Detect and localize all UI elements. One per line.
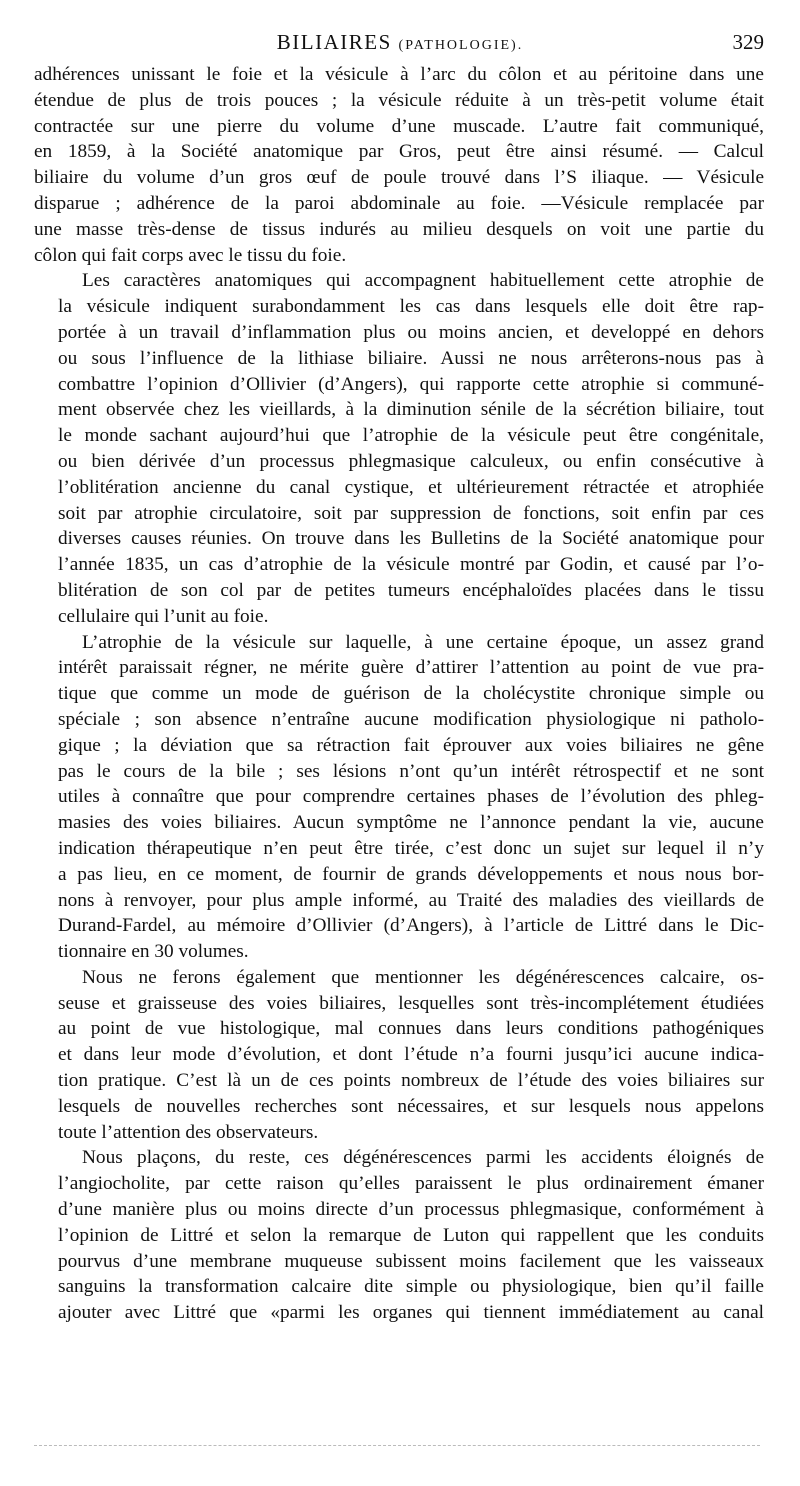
text-line: soit par atrophie circulatoire, soit par suppression de fonctions, soit enfin par ces: [58, 502, 764, 524]
text-line: l’opinion de Littré et selon la remarque de Luton qui rappellent que les conduits: [58, 1224, 764, 1246]
text-line: une masse très-dense de tissus indurés au milieu desquels on voit une partie du: [34, 218, 764, 240]
text-line: adhérences unissant le foie et la vésicule à l’arc du côlon et au péritoine dans une: [34, 64, 764, 85]
text-line: d’une manière plus ou moins directe d’un processus phlegmasique, conformément à: [58, 1199, 764, 1221]
text-line: pourvus d’une membrane muqueuse subissent moins facilement que les vaisseaux: [58, 1250, 764, 1272]
bottom-rule: [34, 1445, 760, 1446]
text-line: l’angiocholite, par cette raison qu’elles paraissent le plus ordinairement émaner: [58, 1173, 764, 1195]
text-line: tique que comme un mode de guérison de la cholécystite chronique simple ou: [58, 683, 764, 705]
text-line: a pas lieu, en ce moment, de fournir de grands développements et nous nous bor-: [58, 863, 764, 885]
paragraph: [34, 965, 764, 1146]
text-line: masies des voies biliaires. Aucun symptôme ne l’annonce pendant la vie, aucune: [58, 812, 764, 834]
section-title: BILIAIRES: [276, 30, 392, 54]
text-line: côlon qui fait corps avec le tissu du foie.: [34, 244, 347, 266]
text-line: le monde sachant aujourd’hui que l’atrophie de la vésicule peut être congénitale,: [58, 425, 764, 447]
text-line: seuse et graisseuse des voies biliaires, lesquelles sont très-incomplétement étudiées: [58, 992, 764, 1014]
text-line: la vésicule indiquent surabondamment les cas dans lesquels elle doit être rap-: [58, 296, 764, 318]
text-line: lesquels de nouvelles recherches sont nécessaires, et sur lesquels nous appelons: [58, 1095, 764, 1117]
text-line: biliaire du volume d’un gros œuf de poule trouvé dans l’S iliaque. — Vésicule: [34, 167, 764, 189]
text-line: Les caractères anatomiques qui accompagnent habituellement cette atrophie de: [82, 270, 764, 292]
section-subtitle: (PATHOLOGIE).: [398, 38, 524, 53]
running-head: [36, 30, 764, 60]
text-line: ou bien dérivée d’un processus phlegmasique calculeux, ou enfin consécutive à: [58, 450, 764, 472]
running-head-title: [36, 30, 764, 55]
text-line: indication thérapeutique n’en peut être tirée, c’est donc un sujet sur lequel il n’y: [58, 837, 764, 859]
paragraph: [34, 630, 764, 965]
text-line: cellulaire qui l’unit au foie.: [58, 605, 269, 627]
text-line: disparue ; adhérence de la paroi abdominale au foie. —Vésicule remplacée par: [34, 192, 764, 214]
text-line: toute l’attention des observateurs.: [58, 1121, 319, 1143]
text-line: nons à renvoyer, pour plus ample informé, au Traité des maladies des vieillards de: [58, 889, 764, 911]
body-text: [34, 62, 764, 1326]
text-line: Nous ne ferons également que mentionner les dégénérescences calcaire, os-: [82, 966, 764, 988]
text-line: l’oblitération ancienne du canal cystique, et ultérieurement rétractée et atrophiée: [58, 476, 764, 498]
text-line: combattre l’opinion d’Ollivier (d’Angers), qui rapporte cette atrophie si communé-: [58, 373, 764, 395]
text-line: intérêt paraissait régner, ne mérite guère d’attirer l’attention au point de vue pra-: [58, 657, 764, 679]
text-line: spéciale ; son absence n’entraîne aucune modification physiologique ni patholo-: [58, 708, 764, 730]
text-line: portée à un travail d’inflammation plus ou moins ancien, et developpé en dehors: [58, 321, 764, 343]
text-line: et dans leur mode d’évolution, et dont l’étude n’a fourni jusqu’ici aucune indica-: [58, 1044, 764, 1066]
text-line: ment observée chez les vieillards, à la diminution sénile de la sécrétion biliaire, tout: [58, 399, 764, 421]
text-line: ajouter avec Littré que «parmi les organes qui tiennent immédiatement au canal: [58, 1302, 764, 1324]
paragraph: [34, 1145, 764, 1326]
text-line: L’atrophie de la vésicule sur laquelle, à une certaine époque, un assez grand: [82, 631, 764, 653]
text-line: Nous plaçons, du reste, ces dégénérescences parmi les accidents éloignés de: [82, 1147, 764, 1169]
text-line: tionnaire en 30 volumes.: [58, 941, 249, 963]
paragraph: [34, 268, 764, 629]
page-number: 329: [732, 30, 764, 54]
text-line: tion pratique. C’est là un de ces points nombreux de l’étude des voies biliaires sur: [58, 1070, 764, 1092]
paragraph: [34, 62, 764, 268]
text-line: gique ; la déviation que sa rétraction fait éprouver aux voies biliaires ne gêne: [58, 734, 764, 756]
text-line: contractée sur une pierre du volume d’une muscade. L’autre fait communiqué,: [34, 115, 764, 137]
text-line: utiles à connaître que pour comprendre certaines phases de l’évolution des phleg-: [58, 786, 764, 808]
text-line: en 1859, à la Société anatomique par Gros, peut être ainsi résumé. — Calcul: [34, 141, 764, 163]
text-line: Durand-Fardel, au mémoire d’Ollivier (d’Angers), à l’article de Littré dans le Dic-: [58, 915, 764, 937]
text-line: diverses causes réunies. On trouve dans les Bulletins de la Société anatomique pour: [58, 528, 764, 550]
text-line: l’année 1835, un cas d’atrophie de la vésicule montré par Godin, et causé par l’o-: [58, 554, 764, 576]
text-line: ou sous l’influence de la lithiase biliaire. Aussi ne nous arrêterons-nous pas à: [58, 347, 764, 369]
text-line: blitération de son col par de petites tumeurs encéphaloïdes placées dans le tissu: [58, 579, 764, 601]
text-line: au point de vue histologique, mal connues dans leurs conditions pathogéniques: [58, 1018, 764, 1040]
text-line: sanguins la transformation calcaire dite simple ou physiologique, bien qu’il faille: [58, 1276, 764, 1298]
text-line: pas le cours de la bile ; ses lésions n’ont qu’un intérêt rétrospectif et ne sont: [58, 760, 764, 782]
text-line: étendue de plus de trois pouces ; la vésicule réduite à un très-petit volume était: [34, 89, 764, 111]
